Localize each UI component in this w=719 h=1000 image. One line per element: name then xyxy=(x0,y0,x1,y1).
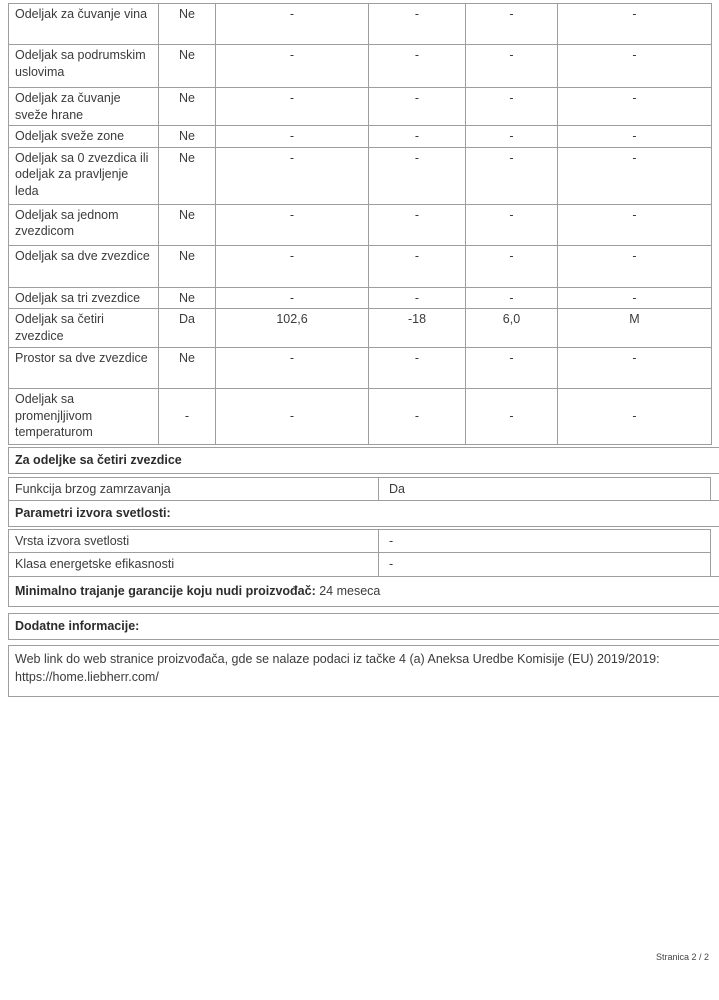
compartment-table xyxy=(8,3,712,445)
row-label: Odeljak sveže zone xyxy=(9,126,159,148)
section-header-additional-info-label: Dodatne informacije: xyxy=(15,619,140,633)
row-value: - xyxy=(216,389,369,445)
section-header-four-star-label: Za odeljke sa četiri zvezdice xyxy=(15,453,182,467)
row-value: - xyxy=(369,245,466,287)
row-label: Odeljak za čuvanje sveže hrane xyxy=(9,88,159,126)
row-value: - xyxy=(558,389,712,445)
row-value: - xyxy=(466,389,558,445)
table-row xyxy=(9,147,712,204)
row-value: - xyxy=(369,204,466,245)
section-header-light-params-label: Parametri izvora svetlosti: xyxy=(15,506,171,520)
fast-freeze-value: Da xyxy=(389,481,405,496)
row-value: - xyxy=(466,126,558,148)
row-value: Ne xyxy=(159,287,216,309)
row-label: Odeljak sa promenjljivom temperaturom xyxy=(9,389,159,445)
row-value: -18 xyxy=(369,309,466,348)
row-value: - xyxy=(558,88,712,126)
table-row xyxy=(9,245,712,287)
row-weblink xyxy=(8,645,719,698)
row-value: - xyxy=(558,4,712,45)
section-header-four-star xyxy=(8,447,719,474)
row-value: Ne xyxy=(159,204,216,245)
page-number: Stranica 2 / 2 xyxy=(655,952,709,962)
row-label: Prostor sa dve zvezdice xyxy=(9,348,159,389)
row-label: Odeljak sa podrumskim uslovima xyxy=(9,45,159,88)
row-label: Odeljak sa dve zvezdice xyxy=(9,245,159,287)
row-value: 102,6 xyxy=(216,309,369,348)
warranty-label: Minimalno trajanje garancije koju nudi proizvođač: xyxy=(15,583,316,598)
light-params-rows xyxy=(8,529,711,577)
row-value: - xyxy=(466,204,558,245)
row-value: - xyxy=(216,4,369,45)
table-row xyxy=(9,4,712,45)
row-value: - xyxy=(558,126,712,148)
row-value: - xyxy=(216,45,369,88)
row-value: - xyxy=(558,204,712,245)
row-value: - xyxy=(466,45,558,88)
row-value: - xyxy=(369,389,466,445)
row-value: - xyxy=(466,287,558,309)
row-label: Odeljak sa četiri zvezdice xyxy=(9,309,159,348)
row-fast-freeze xyxy=(8,477,711,502)
row-value: M xyxy=(558,309,712,348)
row-value: Ne xyxy=(159,88,216,126)
row-value: - xyxy=(369,348,466,389)
table-row xyxy=(9,389,712,445)
warranty-value: 24 meseca xyxy=(319,583,381,598)
table-row xyxy=(9,45,712,88)
table-row xyxy=(9,126,712,148)
row-value: Ne xyxy=(159,245,216,287)
table-row xyxy=(9,348,712,389)
compartment-table-body xyxy=(9,4,712,445)
row-value: - xyxy=(216,147,369,204)
table-row xyxy=(9,204,712,245)
energy-class-value: - xyxy=(389,557,394,571)
row-value: - xyxy=(558,245,712,287)
row-value: - xyxy=(159,389,216,445)
row-value: - xyxy=(466,245,558,287)
section-header-additional-info xyxy=(8,613,719,640)
row-value: - xyxy=(369,88,466,126)
row-value: - xyxy=(369,287,466,309)
weblink-url[interactable]: https://home.liebherr.com/ xyxy=(15,670,159,685)
row-value: - xyxy=(216,126,369,148)
row-warranty xyxy=(8,576,719,608)
row-value: Da xyxy=(159,309,216,348)
weblink-text: Web link do web stranice proizvođača, gde se nalaze podaci iz tačke 4 (a) Aneksa Uredbe Komisije (EU) 2019/2019: xyxy=(15,651,660,666)
row-value: - xyxy=(369,45,466,88)
row-value: - xyxy=(466,147,558,204)
row-value: - xyxy=(558,147,712,204)
row-label: Odeljak sa tri zvezdice xyxy=(9,287,159,309)
table-row xyxy=(9,88,712,126)
row-value: Ne xyxy=(159,147,216,204)
row-value: - xyxy=(369,4,466,45)
row-value: Ne xyxy=(159,45,216,88)
row-value: - xyxy=(558,45,712,88)
table-row xyxy=(9,309,712,348)
page-content xyxy=(8,3,711,697)
row-value: - xyxy=(216,348,369,389)
row-label: Odeljak sa 0 zvezdica ili odeljak za pravljenje leda xyxy=(9,147,159,204)
row-energy-class xyxy=(9,552,710,576)
row-value: - xyxy=(558,287,712,309)
row-value: - xyxy=(369,126,466,148)
row-value: - xyxy=(216,88,369,126)
row-value: - xyxy=(369,147,466,204)
row-value: - xyxy=(466,88,558,126)
row-value: - xyxy=(216,245,369,287)
section-header-light-params xyxy=(8,500,719,527)
light-source-type-value: - xyxy=(389,533,394,548)
row-value: - xyxy=(558,348,712,389)
table-row xyxy=(9,287,712,309)
row-value: Ne xyxy=(159,126,216,148)
row-value: - xyxy=(216,204,369,245)
row-label: Odeljak za čuvanje vina xyxy=(9,4,159,45)
row-value: - xyxy=(466,348,558,389)
row-value: - xyxy=(466,4,558,45)
row-value: 6,0 xyxy=(466,309,558,348)
row-value: Ne xyxy=(159,4,216,45)
row-label: Odeljak sa jednom zvezdicom xyxy=(9,204,159,245)
row-light-source-type xyxy=(9,530,710,553)
row-value: Ne xyxy=(159,348,216,389)
row-value: - xyxy=(216,287,369,309)
light-source-type-label: Vrsta izvora svetlosti xyxy=(9,530,379,553)
energy-class-label: Klasa energetske efikasnosti xyxy=(9,553,379,576)
fast-freeze-label: Funkcija brzog zamrzavanja xyxy=(9,478,379,501)
